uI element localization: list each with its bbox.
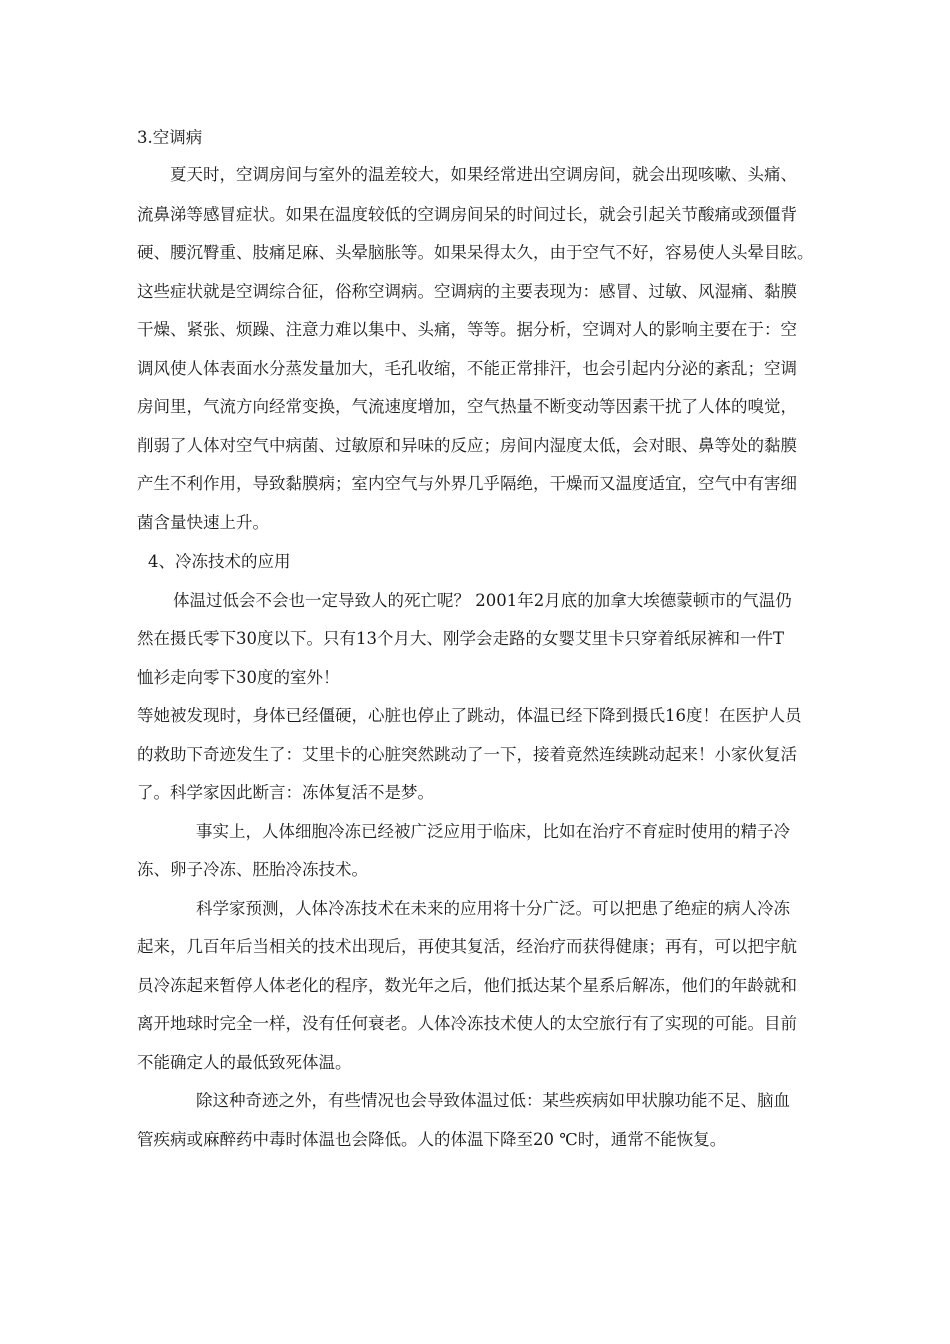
paragraph-line: 冻、卵子冷冻、胚胎冷冻技术。 <box>137 860 368 879</box>
paragraph-line: 管疾病或麻醉药中毒时体温也会降低。人的体温下降至20 ℃时，通常不能恢复。 <box>137 1130 727 1149</box>
paragraph-line: 然在摄氏零下30度以下。只有13个月大、刚学会走路的女婴艾里卡只穿着纸尿裤和一件T <box>137 629 784 648</box>
paragraph-line: 等她被发现时，身体已经僵硬，心脏也停止了跳动，体温已经下降到摄氏16度！在医护人员 <box>137 706 802 725</box>
paragraph-line: 不能确定人的最低致死体温。 <box>137 1053 352 1072</box>
paragraph-line: 调风使人体表面水分蒸发量加大，毛孔收缩，不能正常排汗，也会引起内分泌的紊乱；空调 <box>137 359 797 378</box>
paragraph-line: 干燥、紧张、烦躁、注意力难以集中、头痛，等等。据分析，空调对人的影响主要在于：空 <box>137 320 797 339</box>
paragraph-line: 的救助下奇迹发生了：艾里卡的心脏突然跳动了一下，接着竟然连续跳动起来！小家伙复活 <box>137 745 797 764</box>
paragraph-line: 削弱了人体对空气中病菌、过敏原和异味的反应；房间内湿度太低，会对眼、鼻等处的黏膜 <box>137 436 797 455</box>
paragraph-line: 事实上，人体细胞冷冻已经被广泛应用于临床，比如在治疗不育症时使用的精子冷 <box>196 822 790 841</box>
section-heading-freezing: 4、冷冻技术的应用 <box>148 552 291 571</box>
paragraph-line: 科学家预测，人体冷冻技术在未来的应用将十分广泛。可以把患了绝症的病人冷冻 <box>196 899 790 918</box>
paragraph-line: 恤衫走向零下30度的室外！ <box>137 668 340 687</box>
paragraph-line: 硬、腰沉臀重、肢痛足麻、头晕脑胀等。如果呆得太久，由于空气不好，容易使人头晕目眩。 <box>137 243 814 262</box>
section-heading-air-conditioning: 3.空调病 <box>137 128 203 147</box>
paragraph-line: 了。科学家因此断言：冻体复活不是梦。 <box>137 783 434 802</box>
paragraph-line: 体温过低会不会也一定导致人的死亡呢？ 2001年2月底的加拿大埃德蒙顿市的气温仍 <box>173 591 792 610</box>
paragraph-line: 这些症状就是空调综合征，俗称空调病。空调病的主要表现为：感冒、过敏、风湿痛、黏膜 <box>137 282 797 301</box>
paragraph-line: 夏天时，空调房间与室外的温差较大，如果经常进出空调房间，就会出现咳嗽、头痛、 <box>170 165 797 184</box>
paragraph-line: 员冷冻起来暂停人体老化的程序，数光年之后，他们抵达某个星系后解冻，他们的年龄就和 <box>137 976 797 995</box>
paragraph-line: 流鼻涕等感冒症状。如果在温度较低的空调房间呆的时间过长，就会引起关节酸痛或颈僵背 <box>137 205 797 224</box>
paragraph-line: 菌含量快速上升。 <box>137 513 269 532</box>
paragraph-line: 离开地球时完全一样，没有任何衰老。人体冷冻技术使人的太空旅行有了实现的可能。目前 <box>137 1014 797 1033</box>
paragraph-line: 起来，几百年后当相关的技术出现后，再使其复活，经治疗而获得健康；再有，可以把宇航 <box>137 937 797 956</box>
paragraph-line: 除这种奇迹之外，有些情况也会导致体温过低：某些疾病如甲状腺功能不足、脑血 <box>196 1091 790 1110</box>
paragraph-line: 产生不利作用，导致黏膜病；室内空气与外界几乎隔绝，干燥而又温度适宜，空气中有害细 <box>137 474 797 493</box>
paragraph-line: 房间里，气流方向经常变换，气流速度增加，空气热量不断变动等因素干扰了人体的嗅觉， <box>137 397 797 416</box>
